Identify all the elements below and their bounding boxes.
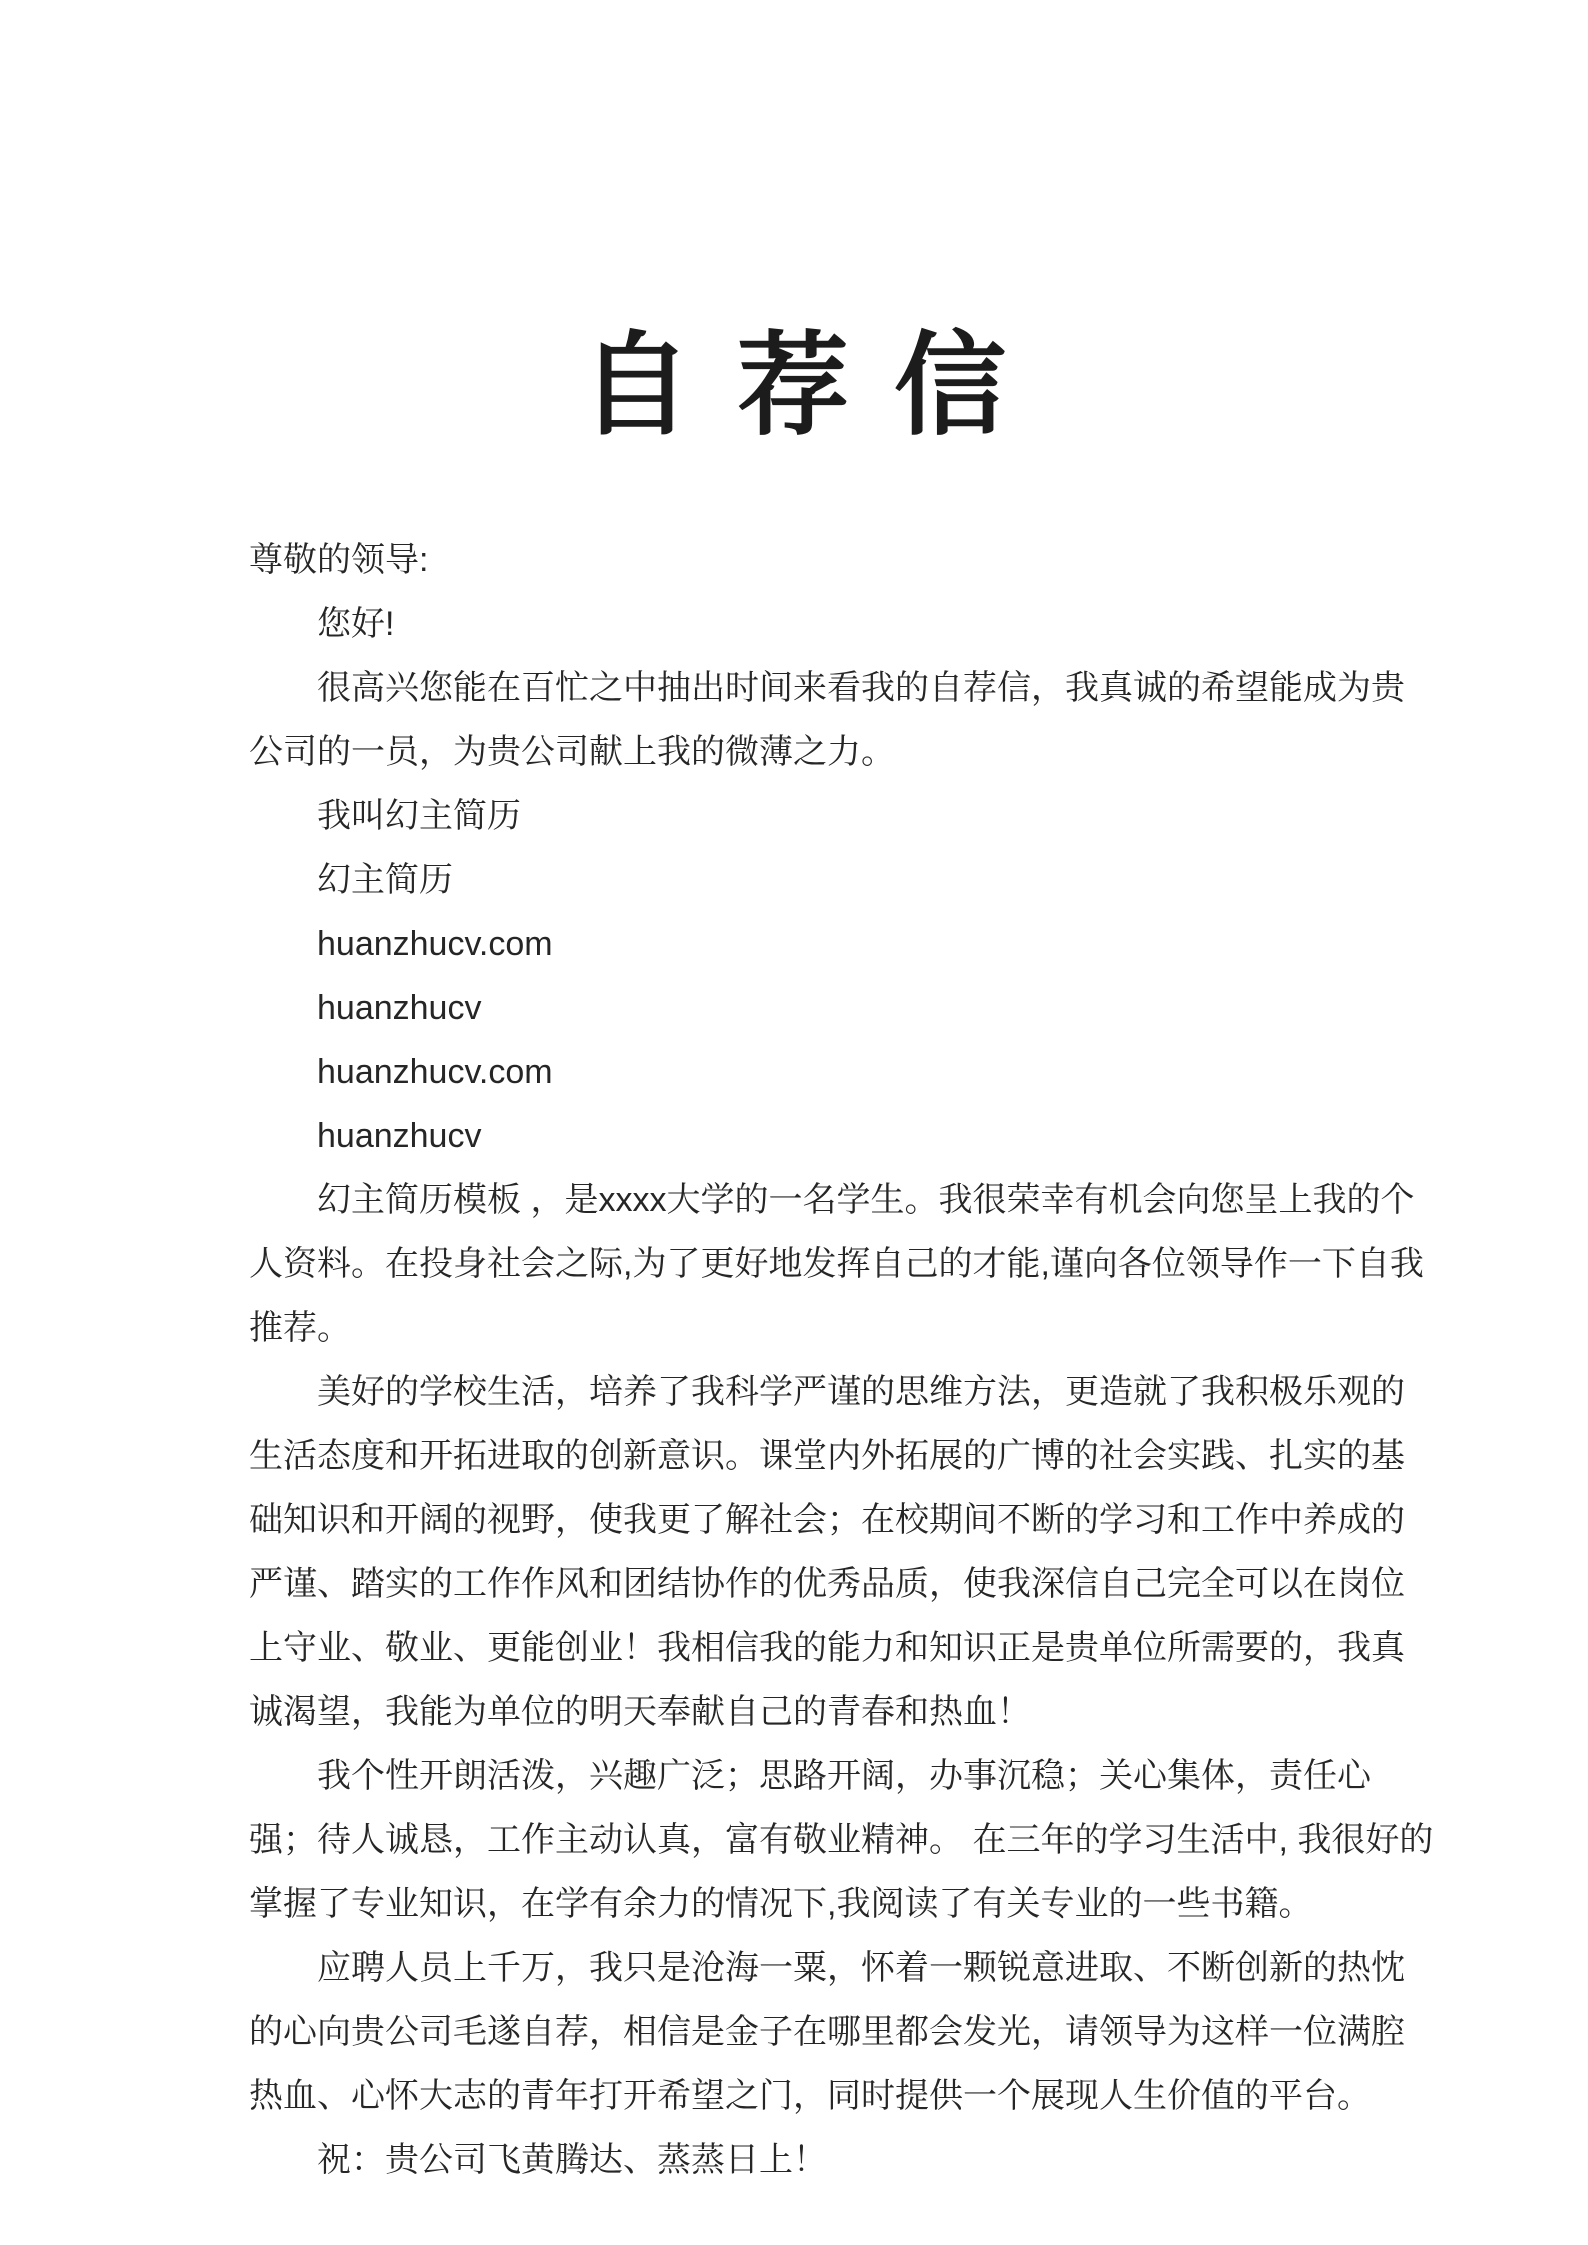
paragraph-line: 幻主简历 [317, 861, 453, 899]
paragraph-line: 祝：贵公司飞黄腾达、蒸蒸日上！ [317, 2141, 827, 2179]
paragraph [249, 1168, 1424, 1360]
paragraph-line: huanzhucv [317, 989, 482, 1027]
paragraph-line: 推荐。 [249, 1309, 351, 1347]
paragraph [249, 1360, 1405, 1744]
letter-body [0, 528, 1588, 2192]
paragraph-line: 上守业、敬业、更能创业！我相信我的能力和知识正是贵单位所需要的，我真 [249, 1629, 1405, 1667]
paragraph-line: 您好! [317, 605, 395, 643]
paragraph-line: 尊敬的领导: [249, 541, 429, 579]
paragraph [249, 528, 1378, 592]
paragraph-line: 应聘人员上千万，我只是沧海一粟，怀着一颗锐意进取、不断创新的热忱 [317, 1949, 1405, 1987]
paragraph-line: 公司的一员，为贵公司献上我的微薄之力。 [249, 733, 895, 771]
paragraph [249, 1936, 1405, 2128]
paragraph [249, 784, 1378, 848]
paragraph [249, 2128, 1378, 2192]
paragraph [249, 592, 1378, 656]
letter-title: 自 荐 信 [579, 323, 1009, 448]
paragraph-line: 诚渴望，我能为单位的明天奉献自己的青春和热血！ [249, 1693, 1031, 1731]
paragraph [249, 976, 1378, 1040]
paragraph-line: 严谨、踏实的工作作风和团结协作的优秀品质，使我深信自己完全可以在岗位 [249, 1565, 1405, 1603]
paragraph [249, 848, 1378, 912]
paragraph [249, 656, 1405, 784]
paragraph-line: 美好的学校生活，培养了我科学严谨的思维方法，更造就了我积极乐观的 [317, 1373, 1405, 1411]
paragraph-line: 础知识和开阔的视野，使我更了解社会；在校期间不断的学习和工作中养成的 [249, 1501, 1405, 1539]
paragraph-line: 幻主简历模板 ，是xxxx大学的一名学生。我很荣幸有机会向您呈上我的个 [317, 1181, 1415, 1219]
paragraph-line: 我个性开朗活泼，兴趣广泛；思路开阔，办事沉稳；关心集体，责任心 [317, 1757, 1371, 1795]
paragraph-line: 很高兴您能在百忙之中抽出时间来看我的自荐信，我真诚的希望能成为贵 [317, 669, 1405, 707]
paragraph-line: 人资料。在投身社会之际,为了更好地发挥自己的才能,谨向各位领导作一下自我 [249, 1245, 1424, 1283]
paragraph-line: 掌握了专业知识，在学有余力的情况下,我阅读了有关专业的一些书籍。 [249, 1885, 1313, 1923]
paragraph [249, 1040, 1378, 1104]
paragraph-line: huanzhucv [317, 1117, 482, 1155]
paragraph-line: 的心向贵公司毛遂自荐，相信是金子在哪里都会发光，请领导为这样一位满腔 [249, 2013, 1405, 2051]
paragraph [249, 912, 1378, 976]
paragraph-line: 生活态度和开拓进取的创新意识。课堂内外拓展的广博的社会实践、扎实的基 [249, 1437, 1405, 1475]
paragraph-line: 我叫幻主简历 [317, 797, 521, 835]
paragraph [249, 1104, 1378, 1168]
paragraph-line: 热血、心怀大志的青年打开希望之门，同时提供一个展现人生价值的平台。 [249, 2077, 1371, 2115]
paragraph [249, 1744, 1434, 1936]
paragraph-line: huanzhucv.com [317, 925, 553, 963]
paragraph-line: 强；待人诚恳，工作主动认真，富有敬业精神。 在三年的学习生活中, 我很好的 [249, 1821, 1434, 1859]
paragraph-line: huanzhucv.com [317, 1053, 553, 1091]
